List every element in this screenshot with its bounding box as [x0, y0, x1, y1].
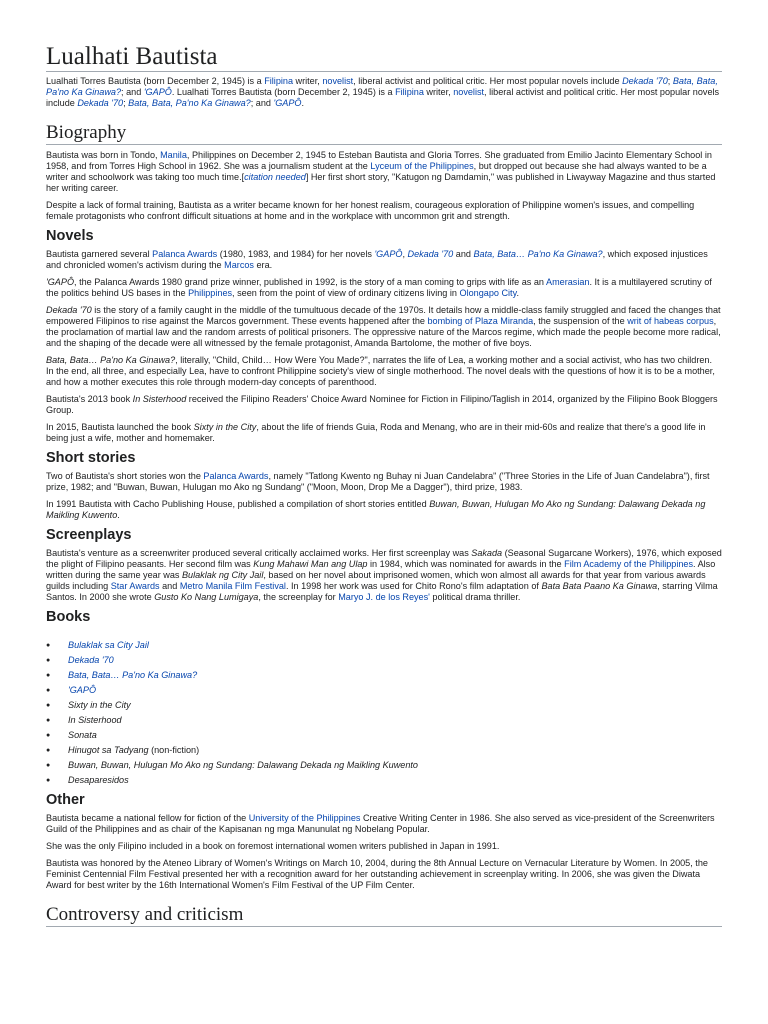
paragraph — [46, 548, 722, 603]
text-run: Sakada — [471, 548, 503, 558]
list-item — [46, 760, 722, 771]
text-run: (Seasonal Sugarcane Workers), 1976, which exposed the plight of Filipino peasants. Her second film was — [46, 548, 722, 569]
book-link[interactable]: Bata, Bata… Pa'no Ka Ginawa? — [68, 670, 198, 680]
inline-link[interactable]: University of the Philippines — [248, 813, 361, 823]
paragraph — [46, 471, 722, 493]
section-heading-screenplays: Screenplays — [46, 527, 132, 543]
inline-link[interactable]: Bata, Bata, Pa'no Ka Ginawa? — [128, 98, 251, 108]
inline-link[interactable]: Dekada '70 — [622, 76, 668, 86]
book-link[interactable]: Bulaklak sa City Jail — [68, 640, 149, 650]
paragraph — [46, 813, 722, 835]
text-run: writer, — [423, 87, 454, 97]
text-run: received the Filipino Readers' Choice Award Nominee for Fiction in Filipino/Taglish in 2014, organized by the Filipino Book Bloggers Group. — [46, 394, 718, 415]
text-run: . — [301, 98, 305, 108]
text-run: political drama thriller. — [429, 592, 521, 602]
paragraph — [46, 499, 722, 521]
text-run: ; and — [121, 87, 144, 97]
book-title: In Sisterhood — [68, 715, 122, 725]
section-heading-other: Other — [46, 792, 85, 808]
text-run: Bautista garnered several — [46, 249, 153, 259]
text-run: Dekada '70 — [46, 305, 92, 315]
inline-link[interactable]: Bata, Bata… Pa'no Ka Ginawa? — [473, 249, 603, 259]
book-link[interactable]: 'GAPÔ — [68, 685, 97, 695]
inline-link[interactable]: Amerasian — [546, 277, 590, 287]
text-run: , the Palanca Awards 1980 grand prize winner, published in 1992, is the story of a man coming to grips with life as an — [74, 277, 546, 287]
text-run: , — [402, 249, 408, 259]
list-item — [46, 655, 722, 666]
text-run: , liberal activist and political critic. Her most popular novels include — [353, 76, 623, 86]
book-link[interactable]: Dekada '70 — [68, 655, 114, 665]
paragraph — [46, 150, 722, 194]
text-run: Bautista's 2013 book — [46, 394, 133, 404]
inline-link[interactable]: novelist — [322, 76, 354, 86]
list-item — [46, 700, 722, 711]
text-run: ] Her first short story, "Katugon ng Damdamin," was published in Liwayway Magazine and thus started her writing career. — [46, 172, 716, 193]
text-run: In Sisterhood — [132, 394, 187, 404]
book-title: Buwan, Buwan, Hulugan Mo Ako ng Sundang: Dalawang Dekada ng Maikling Kuwento — [68, 760, 418, 770]
text-run: Kung Mahawi Man ang Ulap — [253, 559, 368, 569]
text-run: Bautista's venture as a screenwriter produced several critically acclaimed works. Her first screenplay was — [46, 548, 472, 558]
text-run: , which exposed injustices and chronicled women's activism during the — [46, 249, 708, 270]
text-run: , the suspension of the — [533, 316, 628, 326]
list-item — [46, 775, 722, 786]
list-item — [46, 685, 722, 696]
inline-link[interactable]: 'GAPÔ — [374, 249, 403, 259]
text-run: , but dropped out because she had always wanted to be a writer and schoolwork was taking too much time.[ — [46, 161, 707, 182]
text-run: Sixty in the City — [193, 422, 257, 432]
text-run: era. — [253, 260, 273, 270]
inline-link[interactable]: Palanca Awards — [203, 471, 269, 481]
list-item — [46, 745, 722, 756]
other-body — [46, 813, 722, 891]
book-title: Sixty in the City — [68, 700, 131, 710]
inline-link[interactable]: bombing of Plaza Miranda — [427, 316, 534, 326]
text-run: 'GAPÔ — [46, 277, 75, 287]
biography-body — [46, 150, 722, 222]
text-run: Bata Bata Paano Ka Ginawa — [541, 581, 658, 591]
text-run: Two of Bautista's short stories won the — [46, 471, 204, 481]
paragraph — [46, 305, 722, 349]
inline-link[interactable]: Film Academy of the Philippines — [564, 559, 694, 569]
text-run: and — [159, 581, 180, 591]
paragraph — [46, 277, 722, 299]
section-heading-biography: Biography — [46, 122, 722, 145]
screenplays-body — [46, 548, 722, 603]
list-item — [46, 640, 722, 651]
inline-link[interactable]: Maryo J. de los Reyes' — [338, 592, 430, 602]
inline-link[interactable]: Olongapo City — [459, 288, 517, 298]
inline-link[interactable]: Philippines — [188, 288, 233, 298]
inline-link[interactable]: Filipina — [264, 76, 294, 86]
text-run: , namely "Tatlong Kwento ng Buhay ni Juan Candelabra" ("Three Stories in the Life of Juan Candelabra"), first prize, 1982; and "Buwan, Buwan, Hulugan mo Ako ng Sundang" ("Moon, Moon, Drop Me a Dagger"), third prize, 1983. — [46, 471, 710, 492]
text-run: , starring Vilma Santos. In 2000 she wrote — [46, 581, 718, 602]
paragraph — [46, 200, 722, 222]
text-run: . Lualhati Torres Bautista (born December 2, 1945) is a — [171, 87, 396, 97]
text-run: , about the life of friends Guia, Roda and Menang, who are in their mid-60s and realize that there's a good life in being just a wife, mother and homemaker. — [46, 422, 706, 443]
inline-link[interactable]: Palanca Awards — [152, 249, 218, 259]
short-stories-body — [46, 471, 722, 521]
text-run: , seen from the point of view of ordinary citizens living in — [232, 288, 460, 298]
paragraph — [46, 355, 722, 388]
inline-link[interactable]: Lyceum of the Philippines — [370, 161, 474, 171]
text-run: Gusto Ko Nang Lumigaya — [154, 592, 259, 602]
text-run: and — [453, 249, 474, 259]
list-item — [46, 670, 722, 681]
novels-body — [46, 249, 722, 444]
text-run: . In 1998 her work was used for Chito Rono's film adaptation of — [285, 581, 542, 591]
inline-link[interactable]: Dekada '70 — [407, 249, 454, 259]
text-run: , liberal activist and political critic. Her most popular novels include — [46, 87, 720, 108]
text-run: . It is a multilayered scrutiny of the politics behind US bases in the — [46, 277, 712, 298]
text-run: In 2015, Bautista launched the book — [46, 422, 194, 432]
inline-link[interactable]: Bata, Bata, Pa'no Ka Ginawa? — [46, 76, 718, 97]
text-run: , literally, "Child, Child… How Were You Made?", narrates the life of Lea, a working mother and a social activist, who has two children. In the end, all three, and especially Lea, have to confront Philippine society's view of single motherhood. The novel deals with the questions of how it is to be a mother, and how a mother executes this role through modern-day concepts of parenthood. — [46, 355, 715, 387]
inline-link[interactable]: Dekada '70 — [77, 98, 124, 108]
text-run: , based on her novel about imprisoned women, which won almost all awards for that year from various awards guilds including — [46, 570, 706, 591]
list-item — [46, 715, 722, 726]
paragraph — [46, 249, 722, 271]
text-run: . — [117, 510, 120, 520]
inline-link[interactable]: Manila — [160, 150, 187, 160]
text-run: ; — [123, 98, 129, 108]
books-list — [46, 640, 722, 786]
paragraph — [46, 394, 722, 416]
text-run: . — [516, 288, 519, 298]
text-run: Bautista became a national fellow for fiction of the — [46, 813, 249, 823]
text-run: Bata, Bata… Pa'no Ka Ginawa? — [46, 355, 176, 365]
inline-link[interactable]: Marcos — [224, 260, 254, 270]
text-run: writer, — [293, 76, 323, 86]
paragraph — [46, 422, 722, 444]
text-run: , Philippines on December 2, 1945 to Esteban Bautista and Gloria Torres. She graduated from Emilio Jacinto Elementary School in 1958, and from Torres High School in 1962. She was a journalism student at the — [46, 150, 712, 171]
book-note: (non-fiction) — [148, 745, 200, 755]
text-run: , the screenplay for — [258, 592, 339, 602]
book-title: Hinugot sa Tadyang — [68, 745, 149, 755]
text-run: In 1991 Bautista with Cacho Publishing House, published a compilation of short stories entitled — [46, 499, 430, 509]
inline-link[interactable]: Star Awards — [110, 581, 160, 591]
text-run: ; — [667, 76, 673, 86]
text-run: . Also written during the same year was — [46, 559, 716, 580]
text-run: Bautista was honored by the Ateneo Library of Women's Writings on March 10, 2004, during the 8th Annual Lecture on Vernacular Literature by Women. In 2005, the Feminist Centennial Film Festival presented her with a recognition award for her outstanding achievement in screenplay writing. In 2006, she was given the Diwata Award for best writer by the 16th International Women's Film Festival of the UP Film Center. — [46, 858, 708, 890]
page-title: Lualhati Bautista — [46, 0, 722, 72]
text-run: Bautista was born in Tondo, — [46, 150, 161, 160]
paragraph — [46, 841, 722, 852]
text-run: in 1984, which was nominated for awards in the — [367, 559, 565, 569]
text-run: Buwan, Buwan, Hulugan Mo Ako ng Sundang: Dalawang Dekada ng Maikling Kuwento — [46, 499, 706, 520]
inline-link[interactable]: Metro Manila Film Festival — [179, 581, 286, 591]
text-run: , the proclamation of martial law and the random arrests of political prisoners. The oppressive nature of the Marcos regime, which made the people become more radical, and the shaping of the decade were all witnessed by the female protagonist, Amanda Bartolome, the mother of five boys. — [46, 316, 721, 348]
inline-link[interactable]: writ of habeas corpus — [627, 316, 714, 326]
text-run: Despite a lack of formal training, Bautista as a writer became known for her honest realism, courageous exploration of Philippine women's issues, and compelling female protagonists who confront difficult situations at home and in the workplace with uncommon grit and strength. — [46, 200, 695, 221]
book-title: Desaparesidos — [68, 775, 129, 785]
book-title: Sonata — [68, 730, 97, 740]
section-heading-controversy: Controversy and criticism — [46, 904, 722, 927]
text-run: ; and — [250, 98, 274, 108]
list-item — [46, 730, 722, 741]
section-heading-short-stories: Short stories — [46, 450, 136, 466]
text-run: (1980, 1983, and 1984) for her novels — [217, 249, 375, 259]
text-run: She was the only Filipino included in a book on foremost international women writers published in Japan in 1991. — [46, 841, 500, 851]
text-run: is the story of a family caught in the middle of the tumultuous decade of the 1970s. It details how a middle-class family struggled and faced the changes that empowered Filipinos to rise against the Marcos government. These events happened after the — [46, 305, 721, 326]
inline-link[interactable]: 'GAPÔ — [273, 98, 302, 108]
section-heading-novels: Novels — [46, 228, 94, 244]
section-heading-books: Books — [46, 609, 91, 625]
inline-link[interactable]: 'GAPÔ — [143, 87, 172, 97]
text-run: Bulaklak ng City Jail — [181, 570, 264, 580]
text-run: Creative Writing Center in 1986. She also served as vice-president of the Screenwriters Guild of the Philippines and as chair of the Kapisanan ng mga Manunulat ng Nobelang Popular. — [46, 813, 715, 834]
intro-paragraph — [46, 76, 722, 109]
paragraph — [46, 858, 722, 891]
inline-link[interactable]: citation needed — [244, 172, 306, 182]
text-run: Lualhati Torres Bautista (born December 2, 1945) is a — [46, 76, 265, 86]
inline-link[interactable]: Filipina — [395, 87, 424, 97]
inline-link[interactable]: novelist — [453, 87, 485, 97]
